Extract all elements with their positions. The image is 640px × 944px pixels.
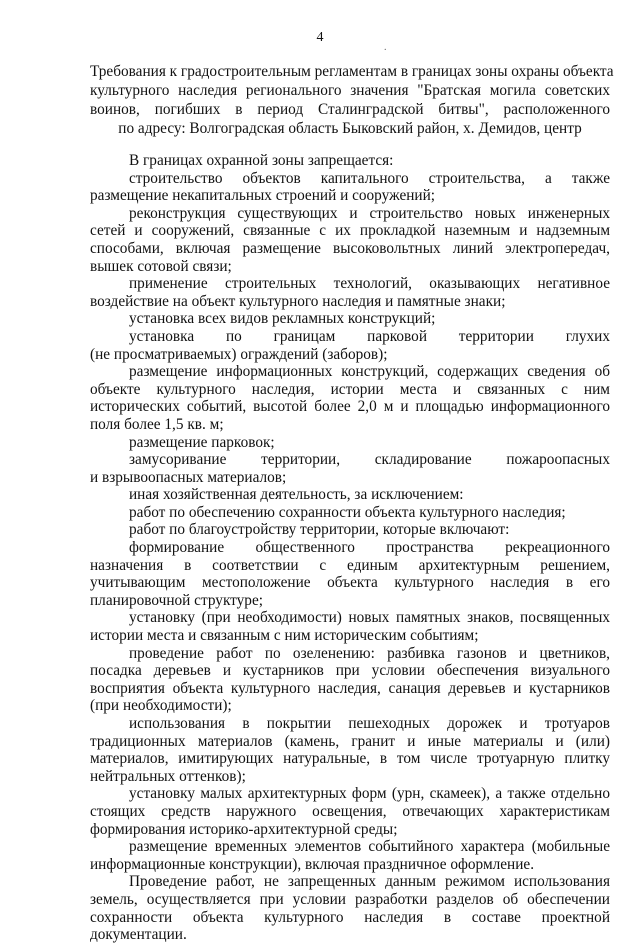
paragraph-line: исторических событий, высотой более 2,0 м и площадью информационного: [90, 398, 610, 416]
paragraph-line: поля более 1,5 кв. м;: [90, 415, 224, 433]
paragraph-line: применение строительных технологий, оказывающих негативное: [129, 275, 610, 293]
paragraph-line: (не просматриваемых) ограждений (заборов);: [90, 345, 388, 363]
paragraph: [90, 539, 610, 609]
paragraph-line: размещение временных элементов событийного характера (мобильные: [129, 838, 610, 856]
paragraph-line: истории места и связанным с ним историческим событиям;: [90, 627, 479, 645]
paragraph-line: сетей и сооружений, связанные с их прокладкой наземным и надземным: [90, 222, 610, 240]
paragraph-line: сохранности объекта культурного наследия в составе проектной: [90, 908, 610, 926]
paragraph: [90, 328, 610, 363]
paragraph-line: использования в покрытии пешеходных дорожек и тротуаров: [129, 715, 610, 732]
paragraph: [90, 363, 610, 433]
paragraph-line: работ по благоустройству территории, которые включают:: [129, 521, 510, 539]
title-line: воинов, погибших в период Сталинградской битвы", расположенного: [90, 101, 610, 118]
paragraph-line: материалов, имитирующих натуральные, в том числе тротуарную плитку: [90, 750, 610, 768]
paragraph: [90, 715, 610, 785]
paragraph: [90, 609, 610, 644]
document-body: [90, 152, 610, 944]
paragraph-line: формирование общественного пространства рекреационного: [129, 539, 610, 557]
paragraph-line: нейтральных оттенков);: [90, 767, 246, 785]
paragraph-line: способами, включая размещение высоковольтных линий электропередач,: [90, 239, 610, 257]
paragraph-line: иная хозяйственная деятельность, за исключением:: [129, 486, 464, 504]
paragraph-line: В границах охранной зоны запрещается:: [129, 152, 394, 169]
paragraph-line: назначения в соответствии с единым архитектурным решением,: [90, 556, 610, 574]
paragraph-line: работ по обеспечению сохранности объекта культурного наследия;: [129, 503, 566, 521]
paragraph: [90, 521, 610, 539]
paragraph-line: объекте культурного наследия, истории места и связанных с ним: [90, 380, 610, 398]
paragraph-line: установку малых архитектурных форм (урн, скамеек), а также отдельно: [129, 785, 610, 803]
title-line: культурного наследия регионального значения "Братская могила советских: [90, 82, 610, 99]
paragraph: [90, 486, 610, 504]
paragraph-line: земель, осуществляется при условии разработки разделов об обеспечении: [90, 890, 610, 908]
paragraph-line: документации.: [90, 926, 187, 944]
paragraph-line: строительство объектов капитального строительства, а также: [129, 169, 610, 187]
paragraph-line: формирования историко-архитектурной среды;: [90, 820, 398, 838]
paragraph-line: проведение работ по озеленению: разбивка газонов и цветников,: [129, 644, 610, 662]
paragraph-line: учитывающим местоположение объекта культурного наследия в его: [90, 574, 610, 592]
paragraph-line: установку (при необходимости) новых памятных знаков, посвященных: [129, 609, 610, 627]
page-number: 4: [316, 30, 324, 45]
paragraph-line: традиционных материалов (камень, гранит и иные материалы и (или): [90, 732, 610, 750]
paragraph-line: замусоривание территории, складирование пожароопасных: [129, 451, 610, 469]
paragraph-line: вышек сотовой связи;: [90, 257, 232, 275]
paragraph: [90, 275, 610, 310]
paragraph-line: установка всех видов рекламных конструкций;: [129, 310, 436, 328]
paragraph-line: размещение парковок;: [129, 433, 275, 451]
paragraph: [90, 205, 610, 275]
paragraph: [90, 838, 610, 873]
title-line: Требования к градостроительным регламентам в границах зоны охраны объекта: [90, 63, 614, 80]
paragraph-line: размещение некапитальных строений и сооружений;: [90, 187, 436, 205]
paragraph: [90, 434, 610, 452]
paragraph: [90, 785, 610, 838]
paragraph: [90, 645, 610, 715]
paragraph-line: планировочной структуре;: [90, 591, 263, 609]
paragraph-line: и взрывоопасных материалов;: [90, 468, 287, 486]
document-title: [90, 62, 614, 138]
paragraph-line: информационные конструкции), включая праздничное оформление.: [90, 855, 535, 873]
paragraph-line: установка по границам парковой территории глухих: [129, 327, 610, 345]
title-line: по адресу: Волгоградская область Быковский район, х. Демидов, центр: [118, 120, 582, 137]
paragraph-line: размещение информационных конструкций, содержащих сведения об: [129, 363, 610, 381]
paragraph-line: посадка деревьев и кустарников при условии обеспечения визуального: [90, 662, 610, 680]
scan-dot: .: [384, 42, 387, 53]
paragraph-line: восприятия объекта культурного наследия, санация деревьев и кустарников: [90, 679, 610, 697]
paragraph-line: стоящих средств наружного освещения, отвечающих характеристикам: [90, 802, 610, 820]
paragraph-line: воздействие на объект культурного наследия и памятные знаки;: [90, 292, 506, 310]
paragraph: [90, 152, 610, 170]
paragraph-line: (при необходимости);: [90, 697, 232, 715]
paragraph: [90, 873, 610, 943]
paragraph-line: Проведение работ, не запрещенных данным режимом использования: [129, 873, 610, 891]
paragraph: [90, 504, 610, 522]
paragraph: [90, 451, 610, 486]
paragraph-line: реконструкция существующих и строительство новых инженерных: [129, 204, 610, 222]
paragraph: [90, 310, 610, 328]
paragraph: [90, 170, 610, 205]
